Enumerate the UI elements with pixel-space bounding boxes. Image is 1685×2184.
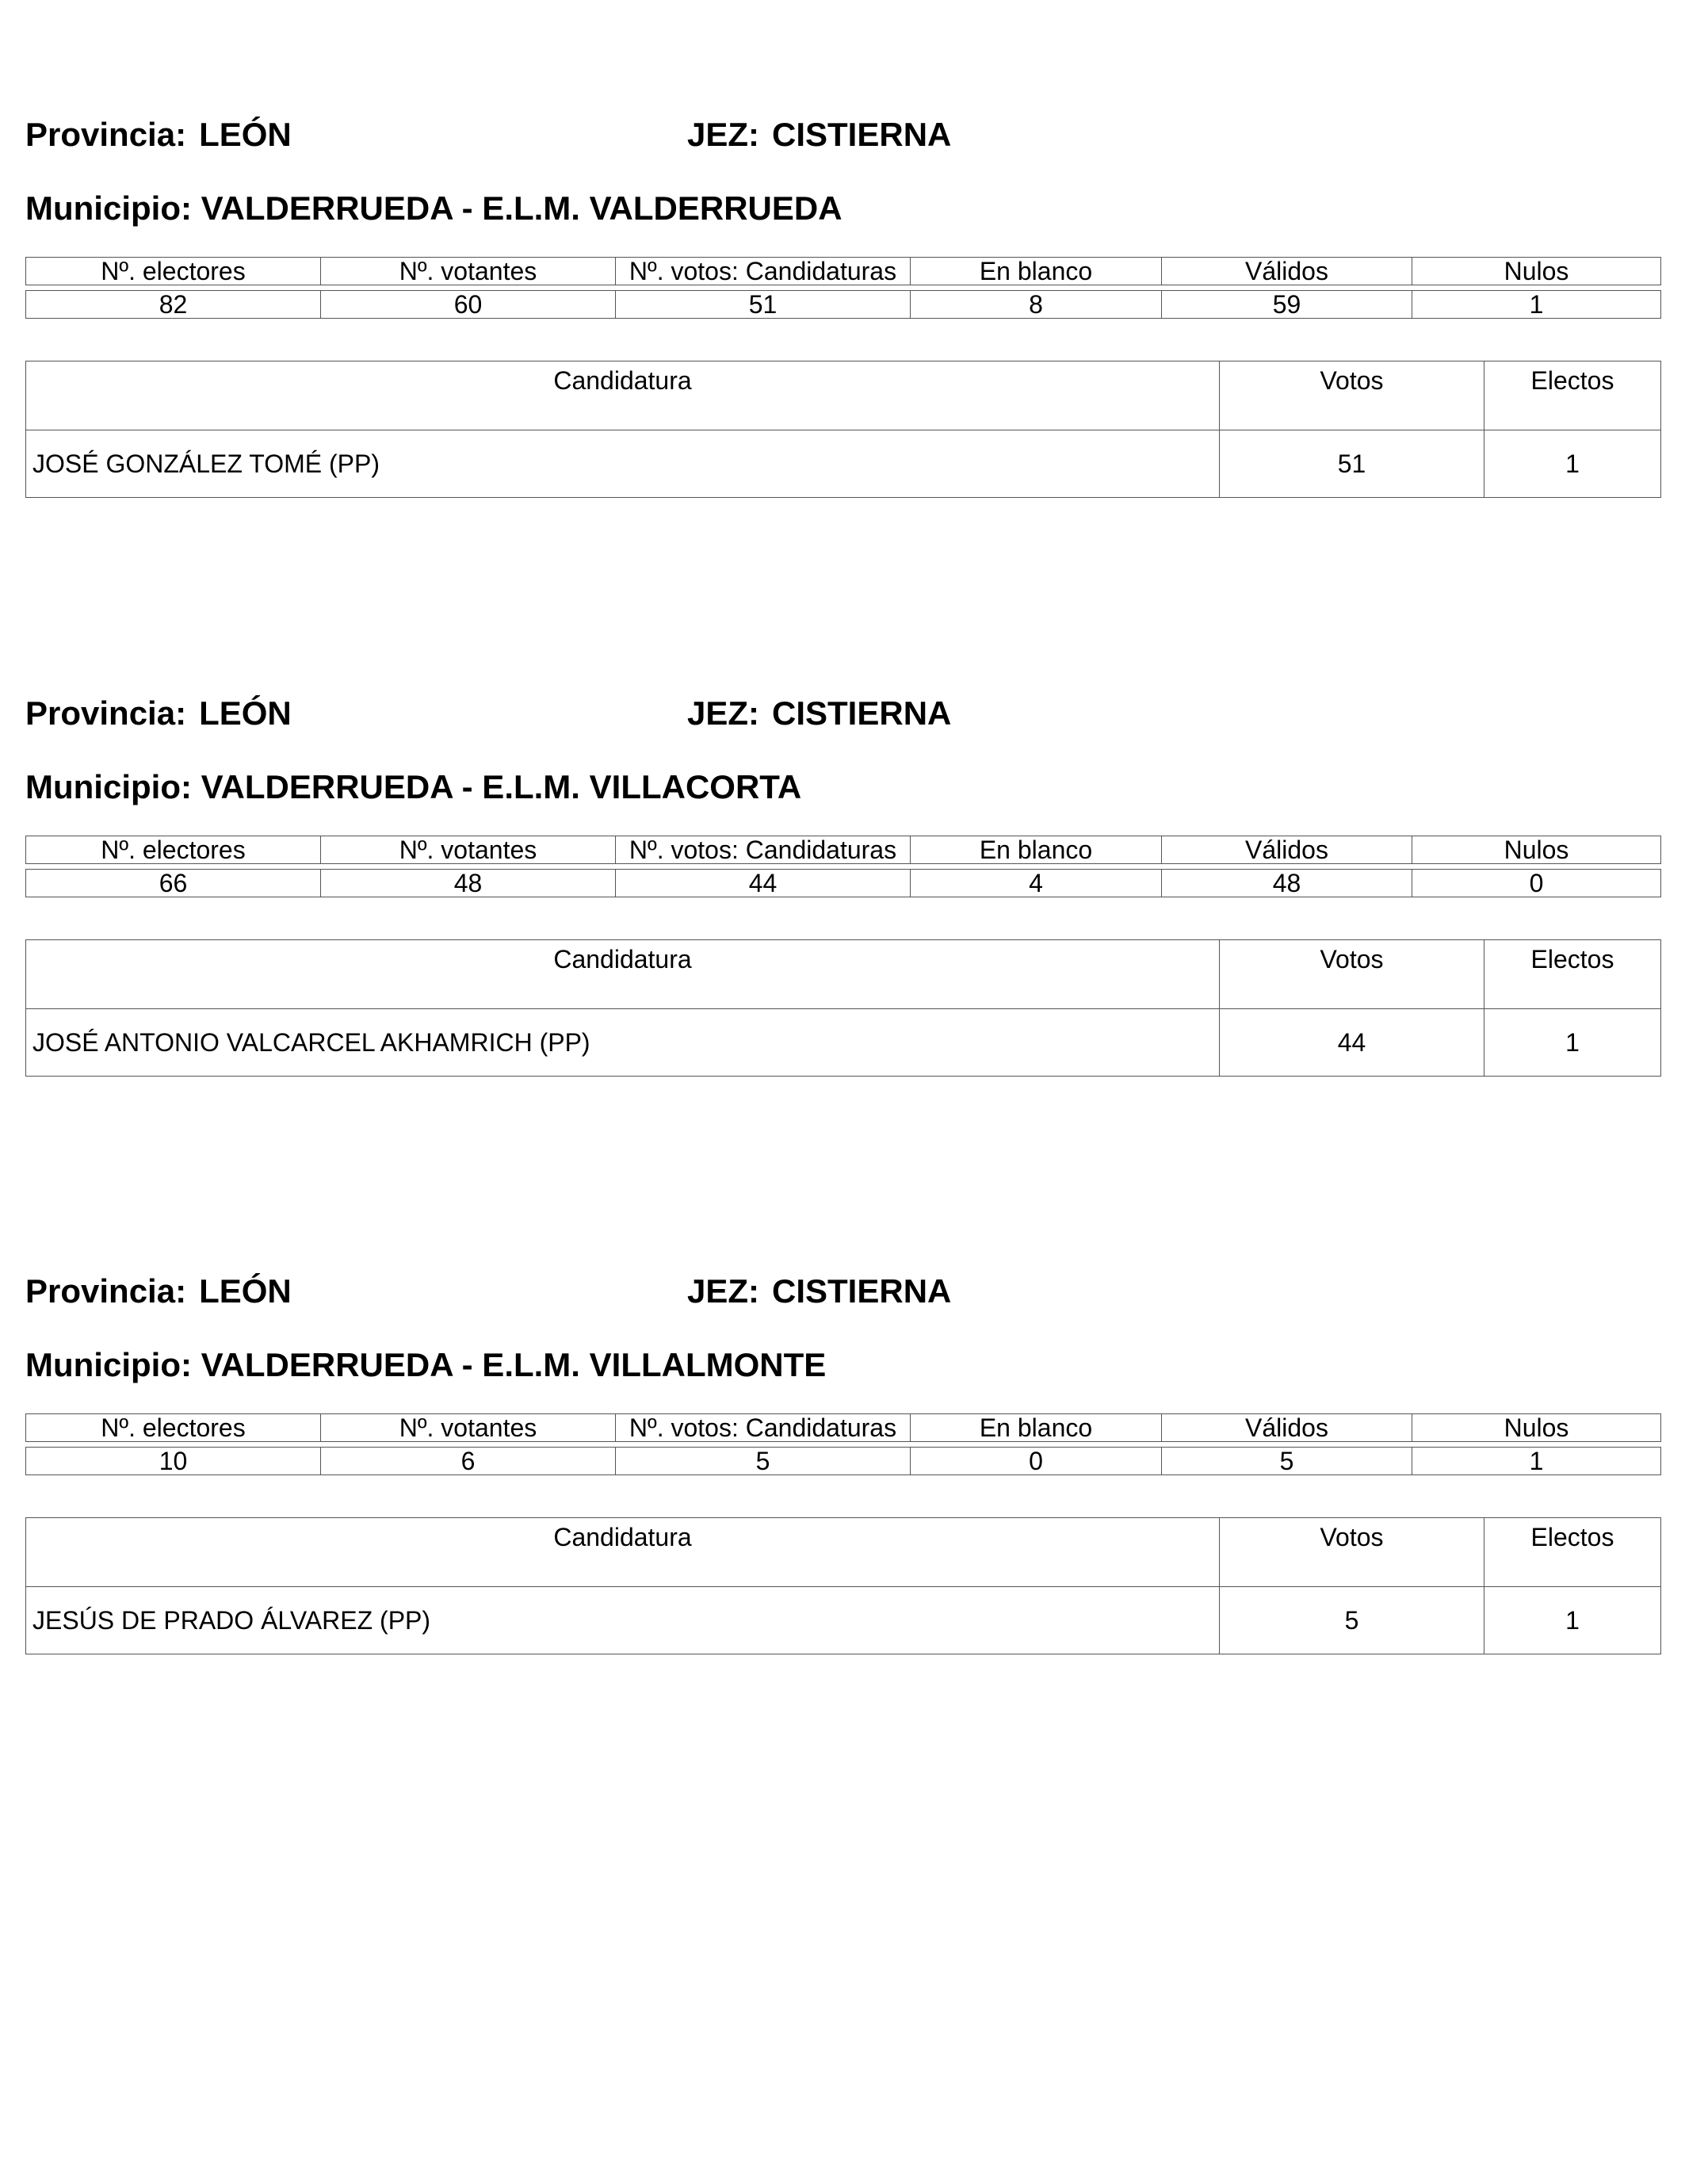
stats-value-electores: 10 <box>26 1448 321 1475</box>
municipio-line <box>25 185 1660 232</box>
provincia <box>25 1268 292 1315</box>
stats-header-electores: Nº. electores <box>26 836 321 864</box>
candidate-row <box>26 1587 1661 1654</box>
stats-value-row <box>26 870 1661 897</box>
header-electos: Electos <box>1484 1518 1661 1587</box>
stats-header-row <box>26 1414 1661 1442</box>
municipio-value: VALDERRUEDA - E.L.M. VILLACORTA <box>201 768 802 805</box>
header-candidatura: Candidatura <box>26 361 1220 430</box>
provincia-value: LEÓN <box>199 116 292 153</box>
candidate-electos: 1 <box>1484 1009 1661 1077</box>
municipio-label: Municipio: <box>25 1346 192 1383</box>
stats-header-validos: Válidos <box>1162 1414 1412 1442</box>
stats-value-votantes: 60 <box>321 291 616 319</box>
header-candidatura: Candidatura <box>26 940 1220 1009</box>
candidates-table <box>25 361 1661 498</box>
candidate-row <box>26 1009 1661 1077</box>
jez <box>687 1268 951 1315</box>
stats-table <box>25 836 1661 897</box>
candidates-header-row <box>26 1518 1661 1587</box>
candidate-electos: 1 <box>1484 1587 1661 1654</box>
candidate-name: JOSÉ ANTONIO VALCARCEL AKHAMRICH (PP) <box>26 1009 1220 1077</box>
stats-header-en-blanco: En blanco <box>911 836 1162 864</box>
candidate-name: JOSÉ GONZÁLEZ TOMÉ (PP) <box>26 430 1220 498</box>
stats-header-votos-candidaturas: Nº. votos: Candidaturas <box>616 836 911 864</box>
stats-value-en-blanco: 0 <box>911 1448 1162 1475</box>
candidate-votos: 5 <box>1220 1587 1484 1654</box>
municipio-value: VALDERRUEDA - E.L.M. VALDERRUEDA <box>201 189 842 227</box>
candidate-name: JESÚS DE PRADO ÁLVAREZ (PP) <box>26 1587 1220 1654</box>
stats-value-nulos: 1 <box>1412 291 1661 319</box>
jez-value: CISTIERNA <box>772 694 952 732</box>
stats-value-votantes: 48 <box>321 870 616 897</box>
section-valderrueda <box>25 111 1660 491</box>
stats-value-votos-candidaturas: 44 <box>616 870 911 897</box>
jez-label: JEZ: <box>687 1272 760 1310</box>
stats-value-row <box>26 291 1661 319</box>
header-candidatura: Candidatura <box>26 1518 1220 1587</box>
municipio-value: VALDERRUEDA - E.L.M. VILLALMONTE <box>201 1346 827 1383</box>
stats-value-row <box>26 1448 1661 1475</box>
stats-value-nulos: 1 <box>1412 1448 1661 1475</box>
stats-header-nulos: Nulos <box>1412 1414 1661 1442</box>
jez-value: CISTIERNA <box>772 116 952 153</box>
header-votos: Votos <box>1220 361 1484 430</box>
candidates-header-row <box>26 361 1661 430</box>
stats-header-nulos: Nulos <box>1412 258 1661 285</box>
candidate-row <box>26 430 1661 498</box>
stats-header-en-blanco: En blanco <box>911 1414 1162 1442</box>
stats-header-validos: Válidos <box>1162 836 1412 864</box>
candidates-header-row <box>26 940 1661 1009</box>
candidate-electos: 1 <box>1484 430 1661 498</box>
stats-header-votantes: Nº. votantes <box>321 1414 616 1442</box>
stats-table <box>25 1413 1661 1475</box>
stats-value-validos: 48 <box>1162 870 1412 897</box>
stats-header-validos: Válidos <box>1162 258 1412 285</box>
stats-header-row <box>26 836 1661 864</box>
candidate-votos: 44 <box>1220 1009 1484 1077</box>
stats-header-votantes: Nº. votantes <box>321 836 616 864</box>
header-votos: Votos <box>1220 1518 1484 1587</box>
provincia <box>25 111 292 159</box>
provincia-jez-line <box>25 1268 1660 1315</box>
stats-value-votos-candidaturas: 5 <box>616 1448 911 1475</box>
section-villalmonte <box>25 1268 1660 1648</box>
stats-header-votos-candidaturas: Nº. votos: Candidaturas <box>616 1414 911 1442</box>
candidates-table <box>25 1517 1661 1654</box>
stats-header-votos-candidaturas: Nº. votos: Candidaturas <box>616 258 911 285</box>
candidate-votos: 51 <box>1220 430 1484 498</box>
stats-header-electores: Nº. electores <box>26 258 321 285</box>
header-electos: Electos <box>1484 361 1661 430</box>
stats-value-votos-candidaturas: 51 <box>616 291 911 319</box>
header-votos: Votos <box>1220 940 1484 1009</box>
stats-header-votantes: Nº. votantes <box>321 258 616 285</box>
jez-label: JEZ: <box>687 694 760 732</box>
jez-label: JEZ: <box>687 116 760 153</box>
provincia-label: Provincia: <box>25 116 187 153</box>
stats-table <box>25 257 1661 319</box>
stats-value-en-blanco: 8 <box>911 291 1162 319</box>
stats-value-validos: 59 <box>1162 291 1412 319</box>
stats-header-nulos: Nulos <box>1412 836 1661 864</box>
header-electos: Electos <box>1484 940 1661 1009</box>
stats-header-electores: Nº. electores <box>26 1414 321 1442</box>
municipio-label: Municipio: <box>25 189 192 227</box>
jez <box>687 690 951 737</box>
stats-value-electores: 82 <box>26 291 321 319</box>
candidates-table <box>25 939 1661 1077</box>
provincia-value: LEÓN <box>199 1272 292 1310</box>
stats-value-electores: 66 <box>26 870 321 897</box>
provincia-jez-line <box>25 690 1660 737</box>
provincia-jez-line <box>25 111 1660 159</box>
jez-value: CISTIERNA <box>772 1272 952 1310</box>
provincia-value: LEÓN <box>199 694 292 732</box>
municipio-label: Municipio: <box>25 768 192 805</box>
stats-header-en-blanco: En blanco <box>911 258 1162 285</box>
stats-value-votantes: 6 <box>321 1448 616 1475</box>
stats-value-validos: 5 <box>1162 1448 1412 1475</box>
section-villacorta <box>25 690 1660 1070</box>
provincia-label: Provincia: <box>25 1272 187 1310</box>
stats-value-nulos: 0 <box>1412 870 1661 897</box>
jez <box>687 111 951 159</box>
stats-header-row <box>26 258 1661 285</box>
municipio-line <box>25 763 1660 811</box>
stats-value-en-blanco: 4 <box>911 870 1162 897</box>
municipio-line <box>25 1341 1660 1389</box>
provincia-label: Provincia: <box>25 694 187 732</box>
provincia <box>25 690 292 737</box>
